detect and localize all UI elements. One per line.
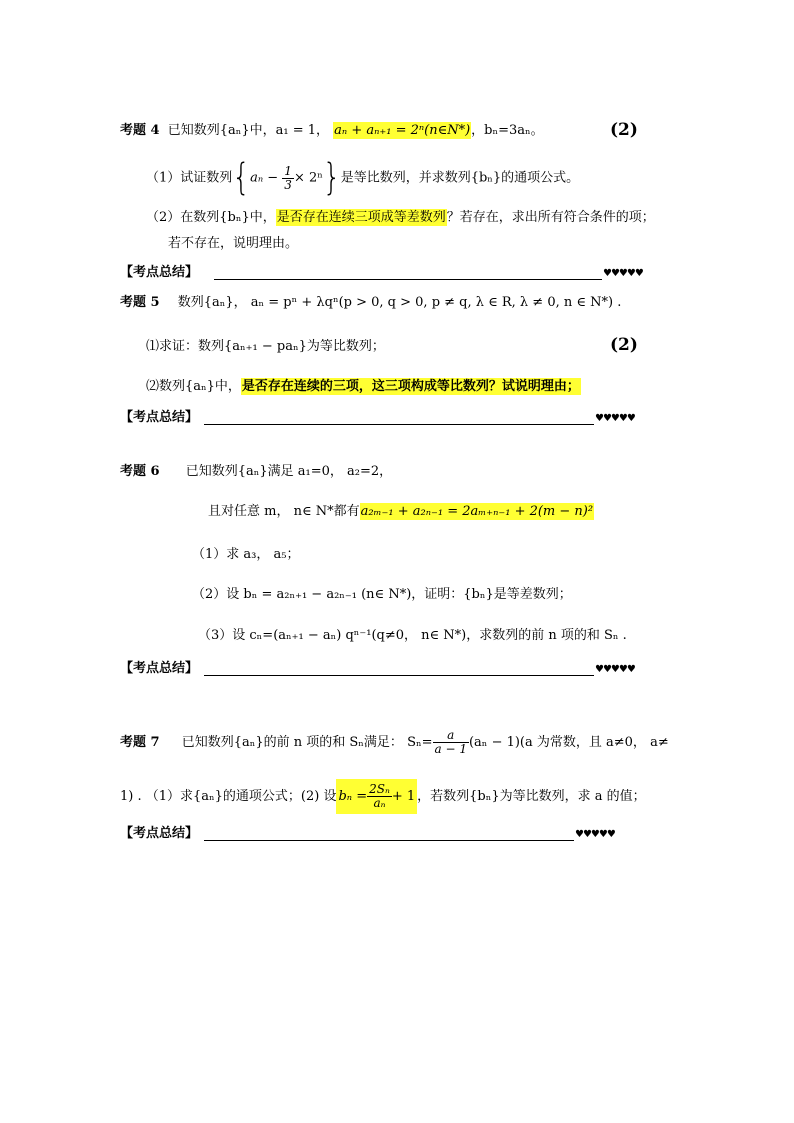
p4-q2-suffix: ？若存在，求出所有符合条件的项； xyxy=(446,210,655,225)
p4-q1-prefix: （1）试证数列 xyxy=(146,170,233,186)
p7-q1-q2: 1) . （1）求{aₙ}的通项公式；(2) 设 xyxy=(120,789,337,804)
p7-given: 已知数列{aₙ}的前 n 项的和 Sₙ满足： Sₙ= xyxy=(181,735,433,750)
p5-q2-prefix: ⑵数列{aₙ}中， xyxy=(146,379,241,394)
p4-summary-label: 【考点总结】 xyxy=(120,265,199,280)
p6-summary-label: 【考点总结】 xyxy=(120,661,199,676)
p6-line2 xyxy=(208,503,594,521)
p4-q2-prefix: （2）在数列{bₙ}中， xyxy=(146,210,276,225)
p6-heart-icons: ♥♥♥♥♥ xyxy=(595,664,635,675)
p5-q1: ⑴求证：数列{aₙ₊₁ − paₙ}为等比数列； xyxy=(146,339,385,354)
p4-q1-suffix: 是等比数列，并求数列{bₙ}的通项公式。 xyxy=(340,170,580,186)
p4-q2-line2: 若不存在，说明理由。 xyxy=(168,236,299,251)
p7-summary-label: 【考点总结】 xyxy=(120,826,199,841)
p5-heart-icons: ♥♥♥♥♥ xyxy=(595,413,635,424)
p4-label: 考题 4 xyxy=(120,123,160,138)
p6-label: 考题 6 xyxy=(120,464,160,479)
p6-line1 xyxy=(120,463,392,481)
p5-q2 xyxy=(146,378,581,396)
p6-summary-underline xyxy=(204,675,594,676)
p4-q1 xyxy=(146,155,580,199)
p4-q1-brace-a: aₙ − xyxy=(250,170,279,186)
p7-line2 xyxy=(120,777,646,817)
p7-frac2-den: aₙ xyxy=(373,796,386,810)
p5-summary-underline xyxy=(204,424,594,425)
p7-fraction-a xyxy=(433,729,469,756)
left-brace-icon: { xyxy=(232,155,251,199)
p6-q1: （1）求 a₃， a₅； xyxy=(192,547,300,562)
p7-highlight-bn xyxy=(336,779,417,814)
p4-line1 xyxy=(120,122,544,140)
p6-q2: （2）设 bₙ = a₂ₙ₊₁ − a₂ₙ₋₁ (n∈ N*)，证明：{bₙ}是等差数列； xyxy=(192,587,572,602)
p4-score: (2) xyxy=(610,120,638,140)
p4-q2 xyxy=(146,209,655,227)
p4-q1-fraction xyxy=(282,165,294,192)
right-brace-icon: } xyxy=(322,155,341,199)
p7-line1 xyxy=(120,726,669,760)
p7-heart-icons: ♥♥♥♥♥ xyxy=(575,829,615,840)
p5-line1 xyxy=(120,294,621,312)
p4-heart-icons: ♥♥♥♥♥ xyxy=(603,268,643,279)
p7-hl-plus: + 1 xyxy=(391,789,416,804)
p5-summary-label: 【考点总结】 xyxy=(120,410,199,425)
p4-summary-underline xyxy=(214,279,602,280)
p5-given: 数列{aₙ}， aₙ = pⁿ + λqⁿ(p > 0, q > 0, p ≠ q, λ ∈ R, λ ≠ 0, n ∈ N*) . xyxy=(177,295,622,310)
p7-summary-underline xyxy=(204,840,574,841)
p7-frac1-num: a xyxy=(433,729,469,743)
p5-label: 考题 5 xyxy=(120,295,160,310)
p6-given: 已知数列{aₙ}满足 a₁=0， a₂=2， xyxy=(185,464,393,479)
p4-bn-def: ，bₙ=3aₙ。 xyxy=(471,123,544,138)
p4-q1-frac-num: 1 xyxy=(284,163,292,178)
p4-given: 已知数列{aₙ}中，a₁ = 1， xyxy=(167,123,330,138)
p4-highlight-recurrence: aₙ + aₙ₊₁ = 2ⁿ(n∈N*) xyxy=(334,123,471,138)
p7-frac2-num: 2Sₙ xyxy=(369,782,390,796)
p7-label: 考题 7 xyxy=(120,735,160,750)
p4-q1-brace-b: × 2ⁿ xyxy=(293,170,323,186)
p4-q1-frac-den: 3 xyxy=(284,177,292,192)
p6-line2-prefix: 且对任意 m， n∈ N*都有 xyxy=(208,504,360,519)
p7-given-tail: (aₙ − 1)(a 为常数，且 a≠0， a≠ xyxy=(468,735,669,750)
p7-hl-bn: bₙ = xyxy=(338,789,368,804)
p6-q3: （3）设 cₙ=(aₙ₊₁ − aₙ) qⁿ⁻¹(q≠0， n∈ N*)，求数列的前 n 项的和 Sₙ . xyxy=(198,628,627,643)
p7-q2-tail: ，若数列{bₙ}为等比数列，求 a 的值； xyxy=(417,789,646,804)
p5-q2-highlight: 是否存在连续的三项，这三项构成等比数列？试说明理由； xyxy=(241,379,580,394)
p4-q2-highlight: 是否存在连续三项成等差数列 xyxy=(276,210,446,225)
p6-line2-highlight: a₂ₘ₋₁ + a₂ₙ₋₁ = 2aₘ₊ₙ₋₁ + 2(m − n)² xyxy=(360,504,594,519)
p7-frac1-den: a − 1 xyxy=(434,742,467,756)
p7-fraction-2sn xyxy=(367,783,392,810)
p5-score: (2) xyxy=(610,335,638,355)
